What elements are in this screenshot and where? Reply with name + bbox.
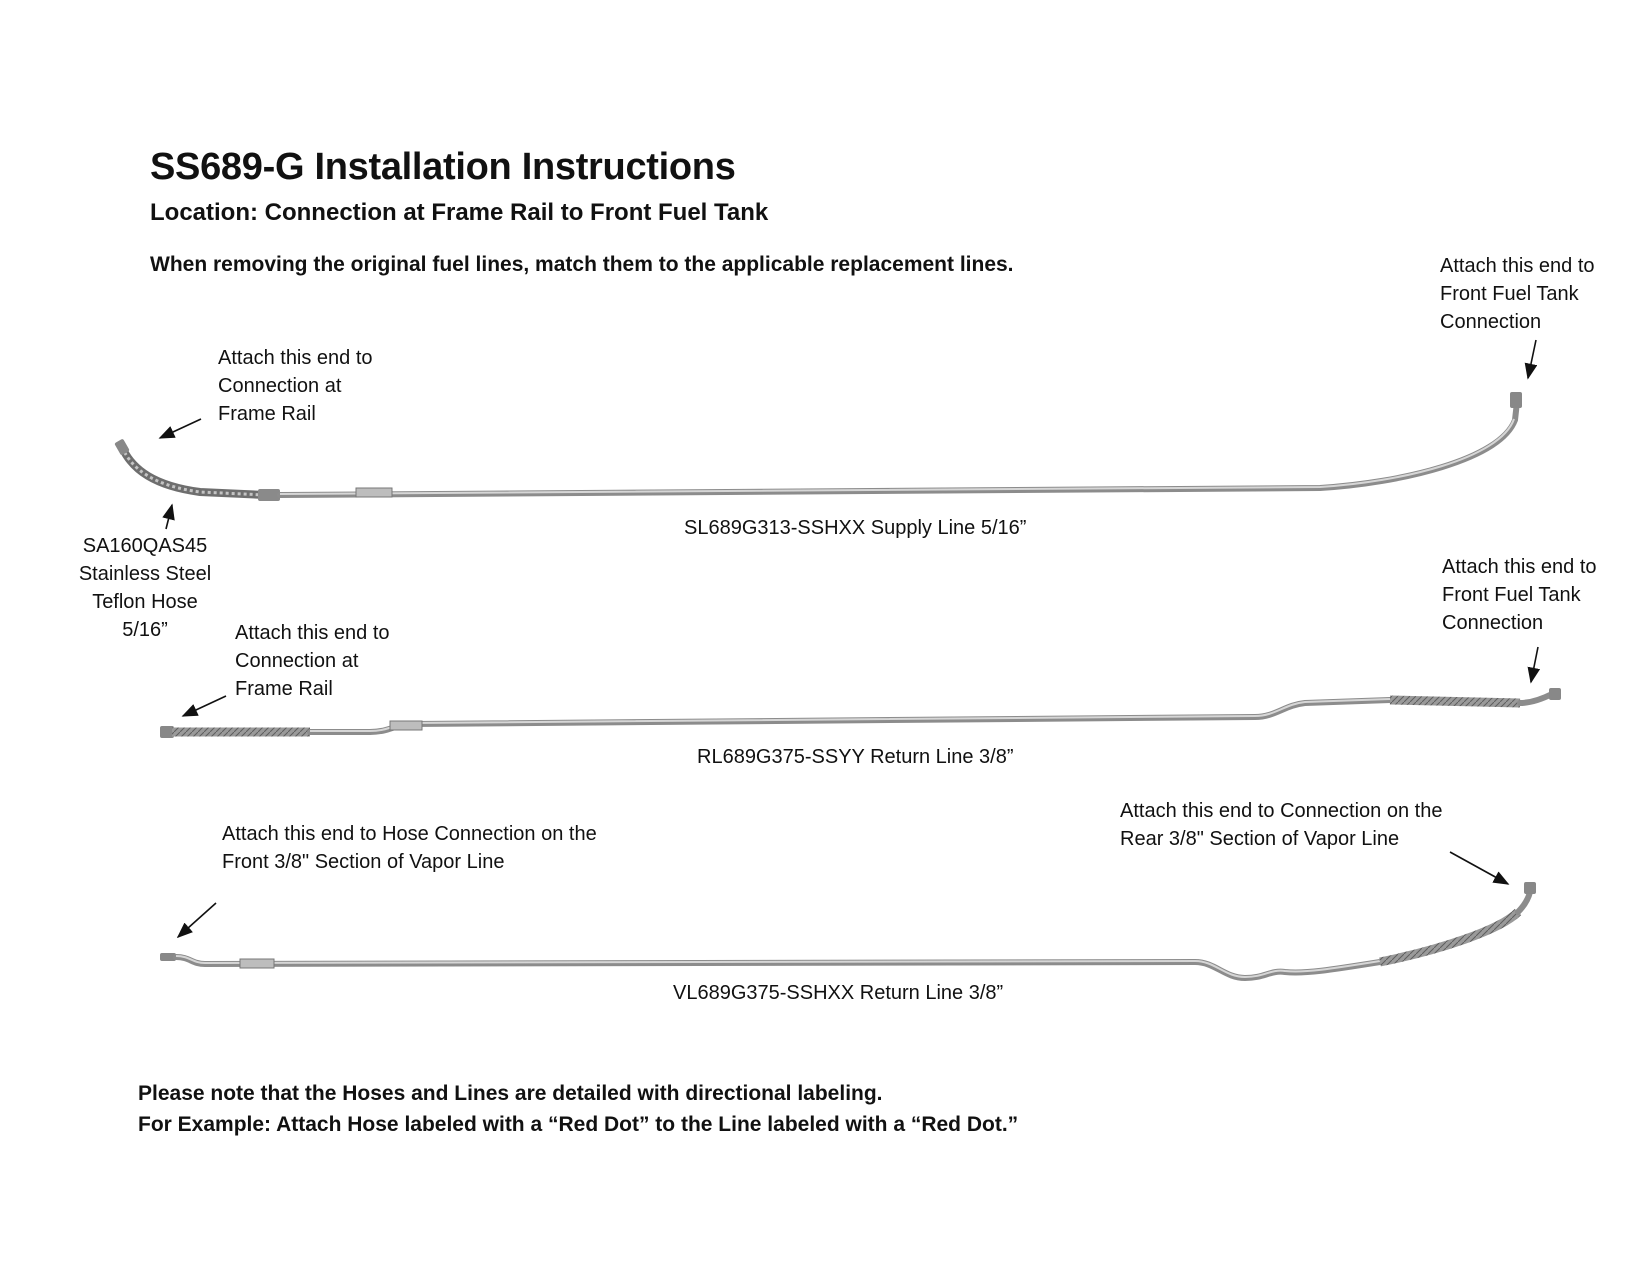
note-line: Attach this end to — [1440, 255, 1595, 277]
supply-right-note — [1440, 252, 1595, 336]
note-line: Stainless Steel — [78, 563, 212, 585]
intro-text: When removing the original fuel lines, match them to the applicable replacement lines. — [150, 253, 1014, 276]
vapor-left-note — [222, 820, 597, 876]
note-line: Frame Rail — [218, 403, 316, 425]
footer-line-2: For Example: Attach Hose labeled with a “Red Dot” to the Line labeled with a “Red Dot.” — [138, 1113, 1019, 1136]
page-title: SS689-G Installation Instructions — [150, 146, 736, 188]
note-line: Attach this end to — [1442, 556, 1597, 578]
vapor-line-caption: VL689G375-SSHXX Return Line 3/8” — [673, 982, 1004, 1004]
arrow-vapor-right — [1450, 852, 1508, 884]
supply-line-caption: SL689G313-SSHXX Supply Line 5/16” — [684, 517, 1027, 539]
note-line: Connection — [1440, 311, 1542, 333]
note-line: Connection at — [218, 375, 342, 397]
note-line: Frame Rail — [235, 678, 333, 700]
return-left-note — [235, 619, 390, 703]
hose-note — [70, 532, 220, 644]
note-line: Attach this end to — [218, 347, 373, 369]
arrow-supply-right — [1528, 340, 1536, 378]
note-line: Front Fuel Tank — [1442, 584, 1581, 606]
note-line: Teflon Hose — [92, 591, 198, 613]
note-line: 5/16” — [122, 619, 168, 641]
note-line: Front Fuel Tank — [1440, 283, 1579, 305]
note-line: Front 3/8" Section of Vapor Line — [222, 851, 505, 873]
arrow-vapor-left — [178, 903, 216, 937]
arrow-return-left — [183, 696, 226, 716]
arrow-return-right — [1531, 647, 1538, 682]
note-line: SA160QAS45 — [82, 535, 208, 557]
note-line: Attach this end to Connection on the — [1120, 800, 1443, 822]
arrow-supply-left — [160, 419, 201, 438]
return-right-note — [1442, 553, 1597, 637]
footer-note — [138, 1078, 1018, 1140]
return-line-caption: RL689G375-SSYY Return Line 3/8” — [697, 746, 1014, 768]
arrow-hose — [166, 505, 172, 529]
note-line: Attach this end to — [235, 622, 390, 644]
vapor-right-note — [1120, 797, 1442, 853]
footer-line-1: Please note that the Hoses and Lines are detailed with directional labeling. — [138, 1082, 883, 1105]
note-line: Connection at — [235, 650, 359, 672]
note-line: Connection — [1442, 612, 1544, 634]
note-line: Rear 3/8" Section of Vapor Line — [1120, 828, 1400, 850]
note-line: Attach this end to Hose Connection on the — [222, 823, 597, 845]
location-subtitle: Location: Connection at Frame Rail to Front Fuel Tank — [150, 199, 769, 226]
vapor-line-drawing — [160, 882, 1536, 978]
supply-left-note — [218, 344, 373, 428]
